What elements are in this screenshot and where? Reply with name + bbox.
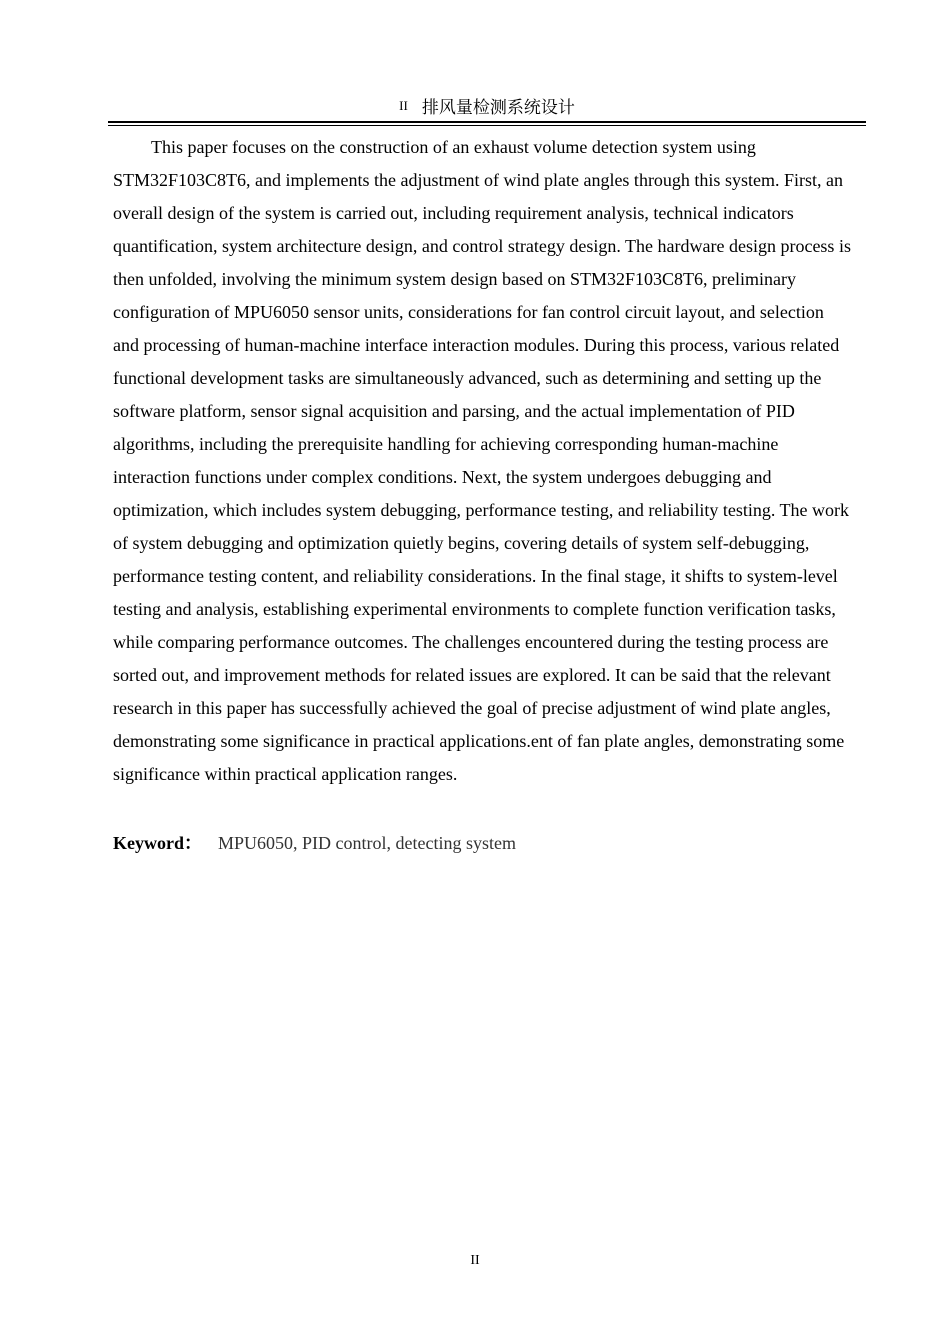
running-header bbox=[108, 92, 866, 120]
header-title: 排风量检测系统设计 bbox=[421, 98, 575, 118]
keywords-line bbox=[113, 827, 853, 860]
header-page-number: II bbox=[399, 98, 408, 113]
keywords-values: MPU6050, PID control, detecting system bbox=[218, 833, 516, 853]
keywords-label: Keyword： bbox=[113, 833, 202, 853]
header-rule-thick bbox=[108, 121, 866, 123]
abstract-paragraph: This paper focuses on the construction of an exhaust volume detection system using STM32F103C8T6, and implements the adjustment of wind plate angles through this system. First, an overall design of the system is carried out, including requirement analysis, technical indicators quantification, system architecture design, and control strategy design. The hardware design process is then unfolded, involving the minimum system design based on STM32F103C8T6, preliminary configuration of MPU6050 sensor units, considerations for fan control circuit layout, and selection and processing of human-machine interface interaction modules. During this process, various related functional development tasks are simultaneously advanced, such as determining and setting up the software platform, sensor signal acquisition and parsing, and the actual implementation of PID algorithms, including the prerequisite handling for achieving corresponding human-machine interaction functions under complex conditions. Next, the system undergoes debugging and optimization, which includes system debugging, performance testing, and reliability testing. The work of system debugging and optimization quietly begins, covering details of system self-debugging, performance testing content, and reliability considerations. In the final stage, it shifts to system-level testing and analysis, establishing experimental environments to complete function verification tasks, while comparing performance outcomes. The challenges encountered during the testing process are sorted out, and improvement methods for related issues are explored. It can be said that the relevant research in this paper has successfully achieved the goal of precise adjustment of wind plate angles, demonstrating some significance in practical applications.ent of fan plate angles, demonstrating some significance within practical application ranges. bbox=[113, 137, 851, 784]
footer-page-number: II bbox=[470, 1253, 480, 1268]
header-rule-thin bbox=[108, 125, 866, 126]
